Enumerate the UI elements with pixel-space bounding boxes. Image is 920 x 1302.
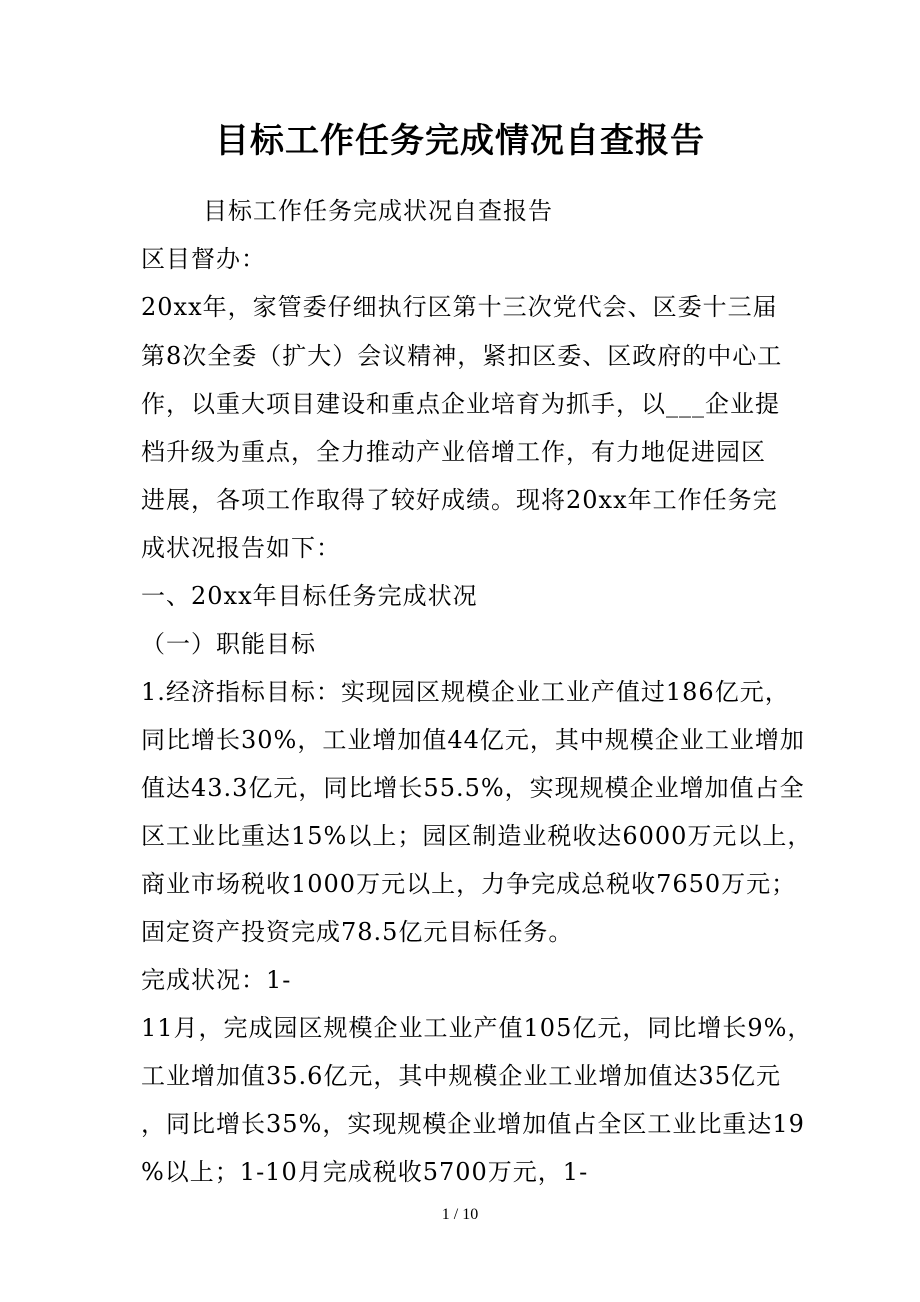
paragraph-line: 区目督办： xyxy=(141,245,266,273)
paragraph-line: 档升级为重点，全力推动产业倍增工作，有力地促进园区 xyxy=(141,438,766,466)
paragraph-line: 工业增加值35.6亿元，其中规模企业工业增加值达35亿元 xyxy=(141,1062,781,1090)
section-heading: 一、20xx年目标任务完成状况 xyxy=(141,582,478,610)
paragraph-line: 商业市场税收1000万元以上，力争完成总税收7650万元； xyxy=(141,870,797,898)
document-subtitle: 目标工作任务完成状况自查报告 xyxy=(203,197,553,225)
paragraph-line: 11月，完成园区规模企业工业产值105亿元，同比增长9%， xyxy=(141,1014,813,1042)
document-title: 目标工作任务完成情况自查报告 xyxy=(215,121,705,161)
paragraph-line: 固定资产投资完成78.5亿元目标任务。 xyxy=(141,918,574,946)
paragraph-line: 进展，各项工作取得了较好成绩。现将20xx年工作任务完 xyxy=(141,486,778,514)
paragraph-line: ，同比增长35%，实现规模企业增加值占全区工业比重达19 xyxy=(141,1110,805,1138)
subsection-heading: （一）职能目标 xyxy=(141,630,316,658)
paragraph-line: %以上；1-10月完成税收5700万元，1- xyxy=(141,1158,589,1186)
paragraph-line: 完成状况：1- xyxy=(141,966,292,994)
paragraph-line: 20xx年，家管委仔细执行区第十三次党代会、区委十三届 xyxy=(141,293,778,321)
paragraph-line: 同比增长30%，工业增加值44亿元，其中规模企业工业增加 xyxy=(141,726,805,754)
paragraph-line: 1.经济指标目标：实现园区规模企业工业产值过186亿元， xyxy=(141,678,790,706)
paragraph-line: 成状况报告如下： xyxy=(141,534,341,562)
paragraph-line: 作，以重大项目建设和重点企业培育为抓手，以___企业提 xyxy=(141,390,780,418)
page-number: 1 / 10 xyxy=(441,1206,479,1223)
paragraph-line: 值达43.3亿元，同比增长55.5%，实现规模企业增加值占全 xyxy=(141,774,805,802)
paragraph-line: 第8次全委（扩大）会议精神，紧扣区委、区政府的中心工 xyxy=(141,342,783,370)
paragraph-line: 区工业比重达15%以上；园区制造业税收达6000万元以上， xyxy=(141,822,813,850)
